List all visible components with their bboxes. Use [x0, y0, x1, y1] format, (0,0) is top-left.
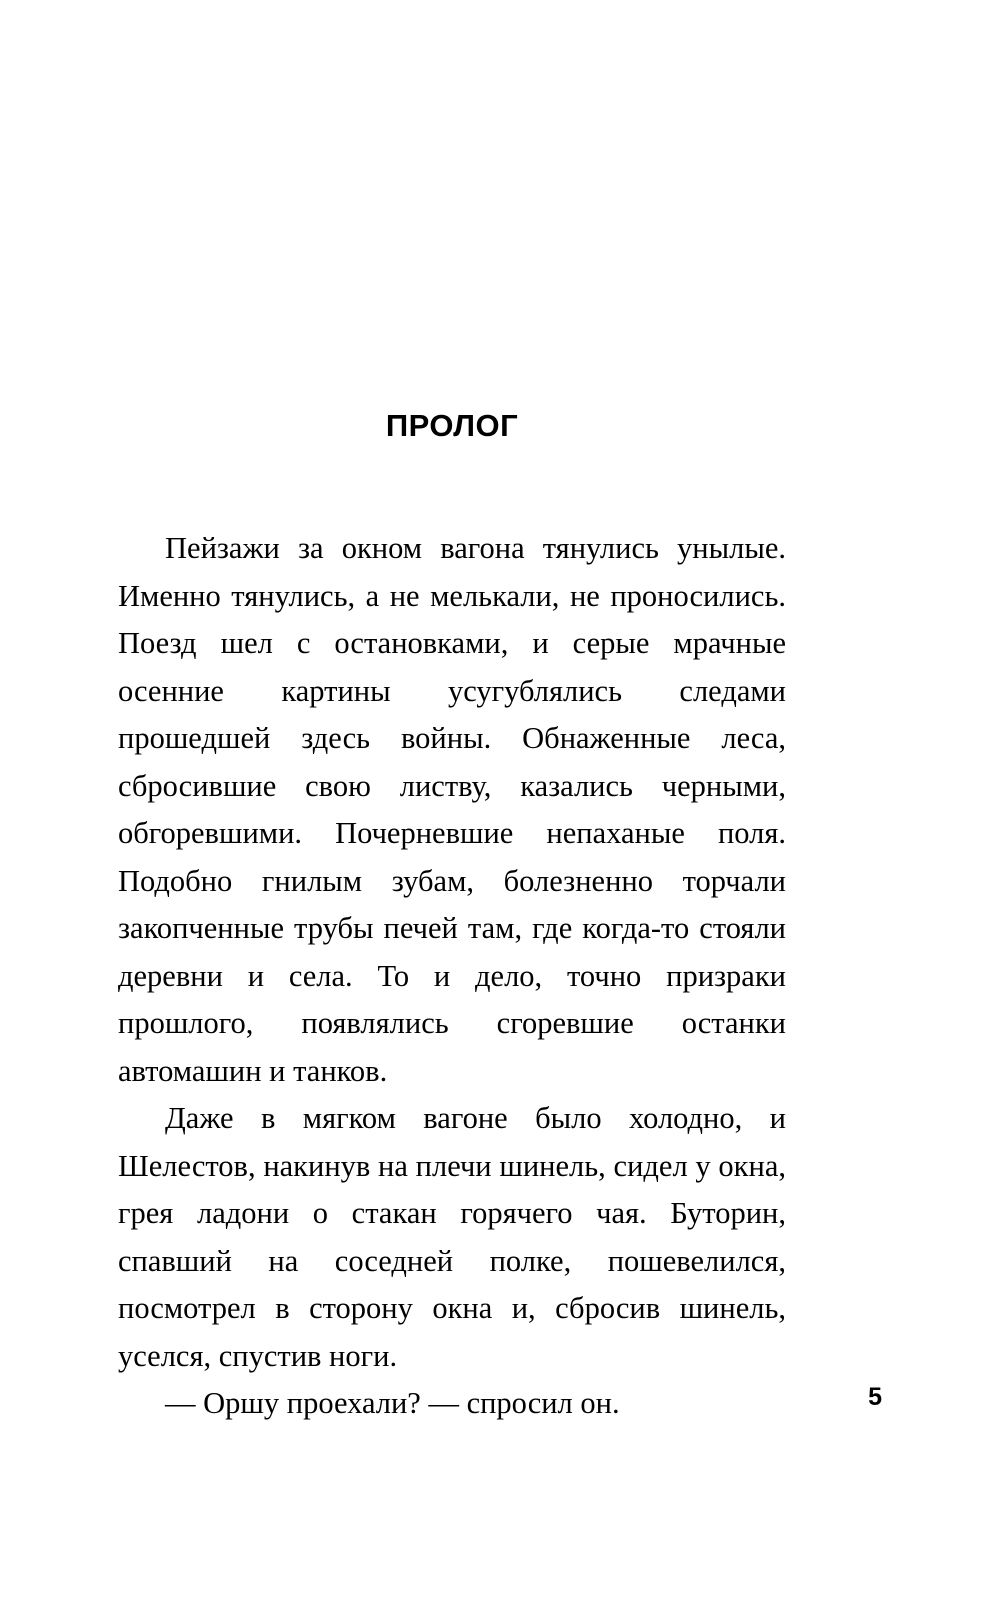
paragraph: Даже в мягком вагоне было холодно, и Шелестов, накинув на плечи шинель, сидел у окна, грея ладони о стакан горячего чая. Буторин, спавший на соседней полке, пошевелился, посмотрел в сторону окна и, сбросив шинель, уселся, спустив ноги. — [118, 1101, 786, 1373]
page-title: ПРОЛОГ — [385, 408, 519, 443]
paragraph: — Оршу проехали? — спросил он. — [165, 1386, 620, 1420]
page-number: 5 — [868, 1383, 882, 1411]
page-content — [118, 410, 786, 1428]
body-text — [118, 525, 786, 1428]
paragraph: Пейзажи за окном вагона тянулись унылые. Именно тянулись, а не мелькали, не проносились. Поезд шел с остановками, и серые мрачные осенние картины усугублялись следами прошедшей здесь войны. Обнаженные леса, сбросившие свою листву, казались черными, обгоревшими. Почерневшие непаханые поля. Подобно гнилым зубам, болезненно торчали закопченные трубы печей там, где когда-то стояли деревни и села. То и дело, точно призраки прошлого, появлялись сгоревшие останки автомашин и танков. — [118, 531, 786, 1088]
